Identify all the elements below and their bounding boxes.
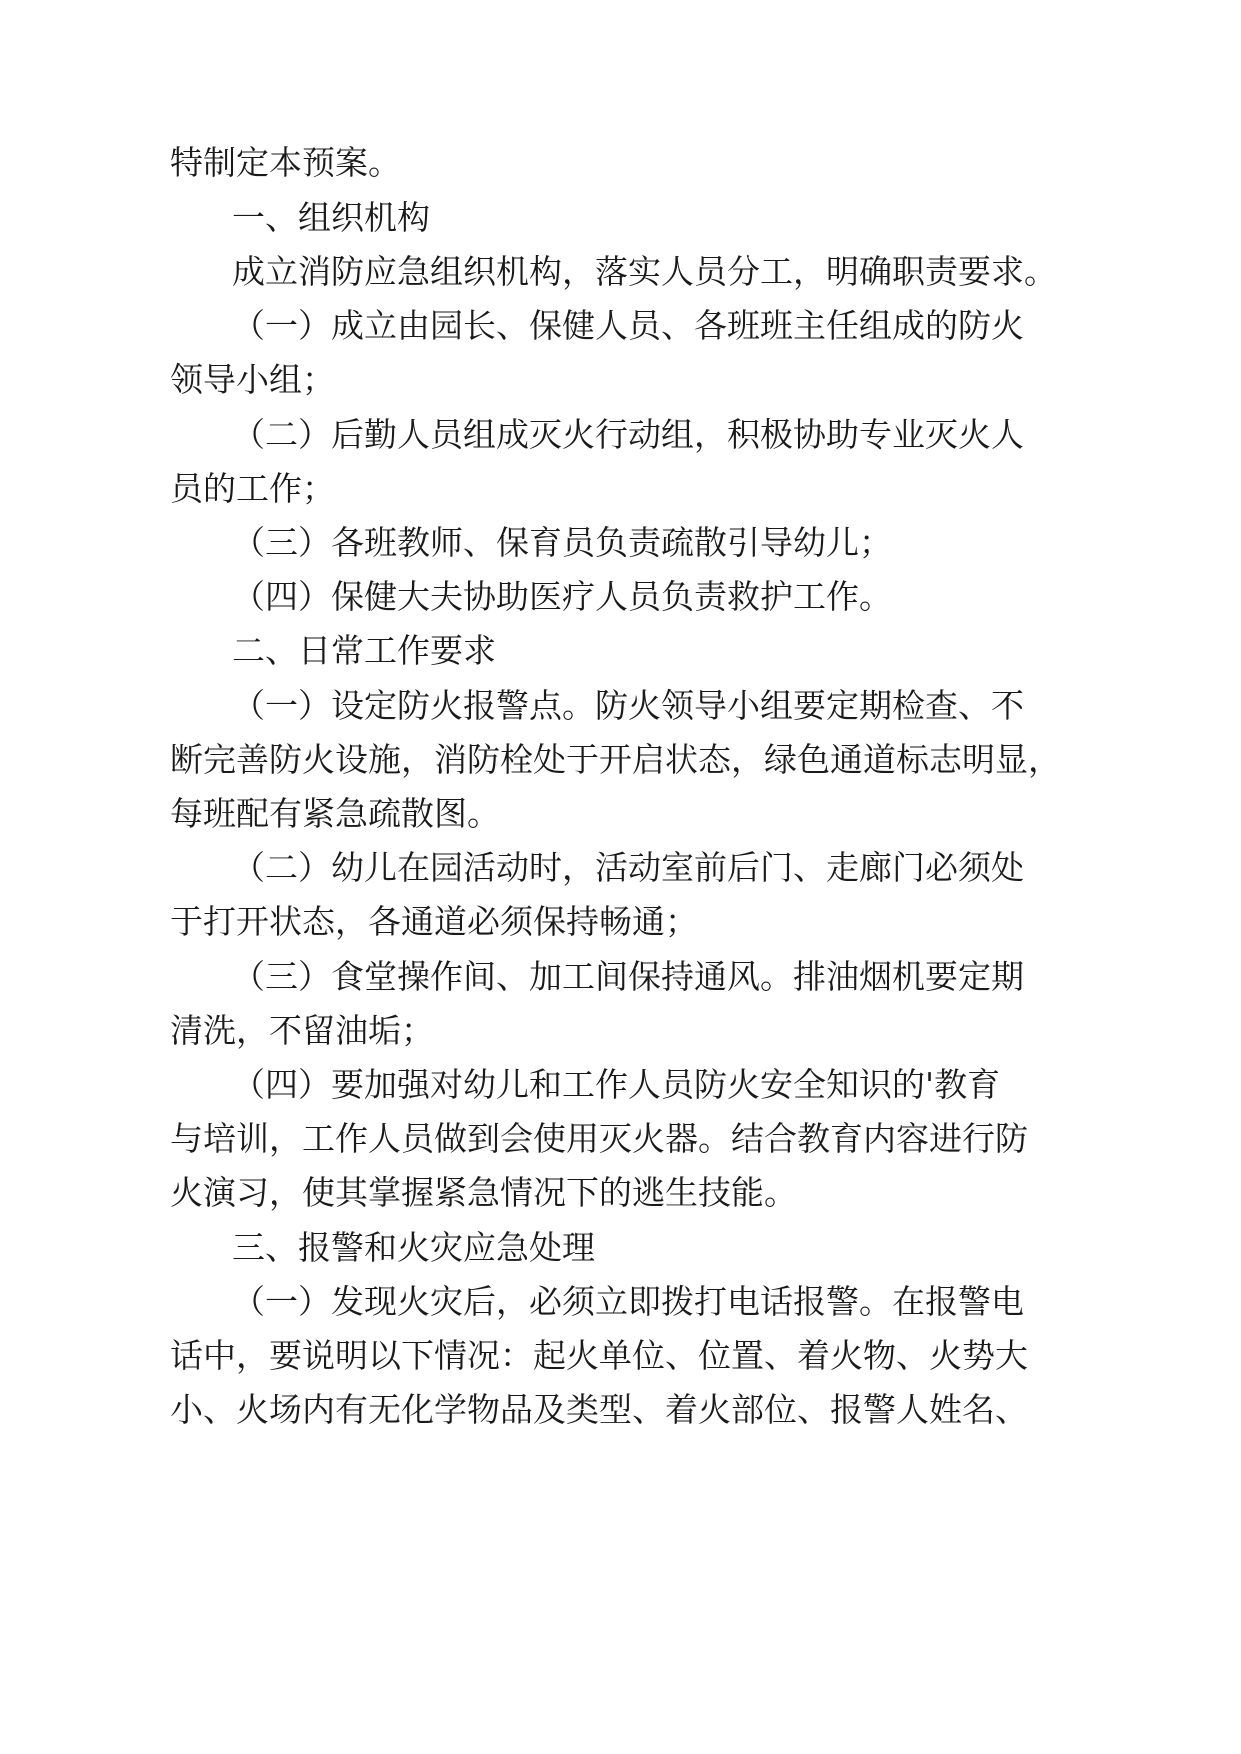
- text-line-17: [0, 1001, 1241, 1061]
- text-line-18: [0, 1055, 1241, 1115]
- text-line-22: [0, 1272, 1241, 1332]
- text-line-13: [0, 784, 1241, 844]
- text-line-19: [0, 1109, 1241, 1169]
- text-line-7: [0, 459, 1241, 519]
- line-text: （二）后勤人员组成灭火行动组，积极协助专业灭火人: [232, 415, 1024, 454]
- text-line-16: [0, 947, 1241, 1007]
- text-line-14: [0, 838, 1241, 898]
- line-text: 话中，要说明以下情况：起火单位、位置、着火物、火势大: [170, 1336, 1028, 1375]
- line-text: 一、组织机构: [232, 198, 430, 237]
- text-line-24: [0, 1380, 1241, 1440]
- line-text: 火演习，使其掌握紧急情况下的逃生技能。: [170, 1173, 797, 1212]
- line-text: 成立消防应急组织机构，落实人员分工，明确职责要求。: [232, 252, 1057, 291]
- line-text: （三）各班教师、保育员负责疏散引导幼儿；: [232, 523, 892, 562]
- line-text: 清洗，不留油垢；: [170, 1011, 434, 1050]
- text-line-23: [0, 1326, 1241, 1386]
- line-text: （一）成立由园长、保健人员、各班班主任组成的防火: [232, 306, 1024, 345]
- text-line-5: [0, 350, 1241, 410]
- line-text: （四）要加强对幼儿和工作人员防火安全知识的'教育: [232, 1065, 1001, 1104]
- line-text: 领导小组；: [170, 360, 335, 399]
- line-text: 三、报警和火灾应急处理: [232, 1228, 595, 1267]
- line-text: （一）发现火灾后，必须立即拨打电话报警。在报警电: [232, 1282, 1024, 1321]
- line-text: （四）保健大夫协助医疗人员负责救护工作。: [232, 577, 892, 616]
- line-text: （一）设定防火报警点。防火领导小组要定期检查、不: [232, 686, 1024, 725]
- text-line-15: [0, 892, 1241, 952]
- text-line-20: [0, 1163, 1241, 1223]
- text-line-9: [0, 567, 1241, 627]
- line-text: 员的工作；: [170, 469, 335, 508]
- text-line-1: [0, 133, 1241, 193]
- line-text: （二）幼儿在园活动时，活动室前后门、走廊门必须处: [232, 848, 1024, 887]
- section-heading-3: [0, 1218, 1241, 1278]
- text-line-12: [0, 730, 1241, 790]
- line-text: 断完善防火设施，消防栓处于开启状态，绿色通道标志明显，: [170, 740, 1061, 779]
- line-text: （三）食堂操作间、加工间保持通风。排油烟机要定期: [232, 957, 1024, 996]
- text-line-8: [0, 513, 1241, 573]
- line-text: 二、日常工作要求: [232, 631, 496, 670]
- line-text: 特制定本预案。: [170, 143, 401, 182]
- line-text: 每班配有紧急疏散图。: [170, 794, 500, 833]
- section-heading-1: [0, 188, 1241, 248]
- text-line-11: [0, 676, 1241, 736]
- line-text: 小、火场内有无化学物品及类型、着火部位、报警人姓名、: [170, 1390, 1028, 1429]
- line-text: 于打开状态，各通道必须保持畅通；: [170, 902, 698, 941]
- section-heading-2: [0, 621, 1241, 681]
- line-text: 与培训，工作人员做到会使用灭火器。结合教育内容进行防: [170, 1119, 1028, 1158]
- text-line-6: [0, 405, 1241, 465]
- text-line-3: [0, 242, 1241, 302]
- text-line-4: [0, 296, 1241, 356]
